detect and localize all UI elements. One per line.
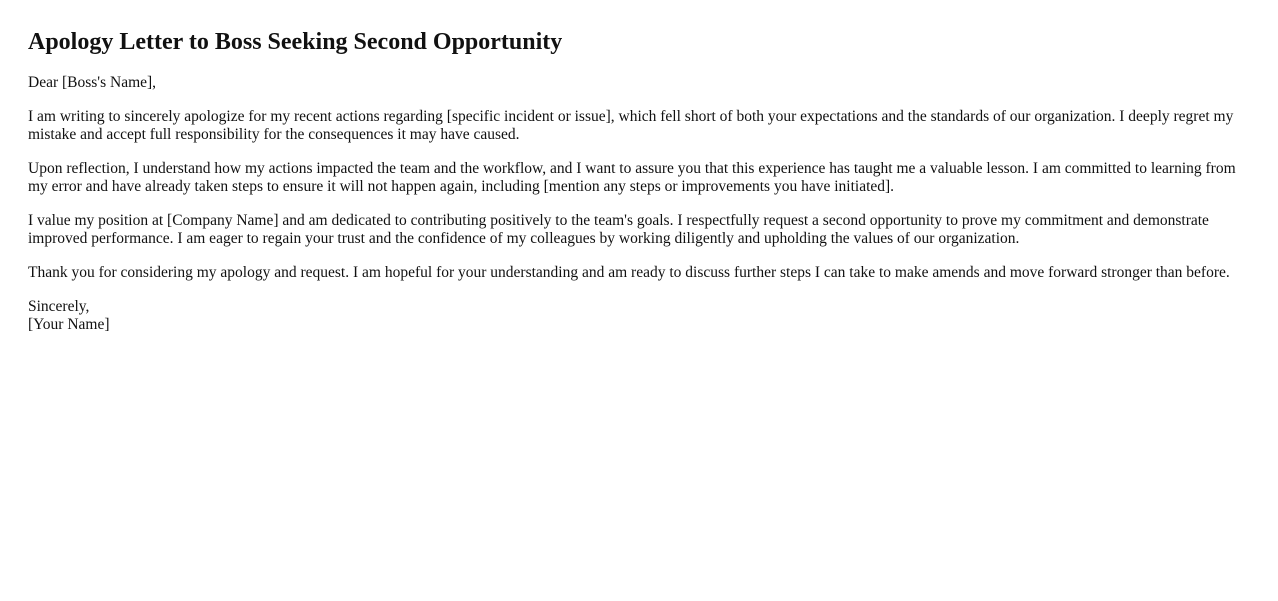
signature: [Your Name] [28,316,110,333]
paragraph-2: Upon reflection, I understand how my actions impacted the team and the workflow, and I want to assure you that this experience has taught me a valuable lesson. I am committed to learning from my error and have already taken steps to ensure it will not happen again, including [mention any steps or improvements you have initiated]. [28,160,1236,195]
letter-title: Apology Letter to Boss Seeking Second Opportunity [28,29,563,55]
paragraph-1: I am writing to sincerely apologize for my recent actions regarding [specific incident or issue], which fell short of both your expectations and the standards of our organization. I deeply regret my mistake and accept full responsibility for the consequences it may have caused. [28,108,1234,143]
salutation: Dear [Boss's Name], [28,74,157,91]
paragraph-4: Thank you for considering my apology and request. I am hopeful for your understanding and am ready to discuss further steps I can take to make amends and move forward stronger than before. [28,264,1230,281]
closing-block [28,298,1250,334]
paragraph-3: I value my position at [Company Name] and am dedicated to contributing positively to the team's goals. I respectfully request a second opportunity to prove my commitment and demonstrate improved performance. I am eager to regain your trust and the confidence of my colleagues by working diligently and upholding the values of our organization. [28,212,1209,247]
closing-text: Sincerely, [28,298,90,315]
